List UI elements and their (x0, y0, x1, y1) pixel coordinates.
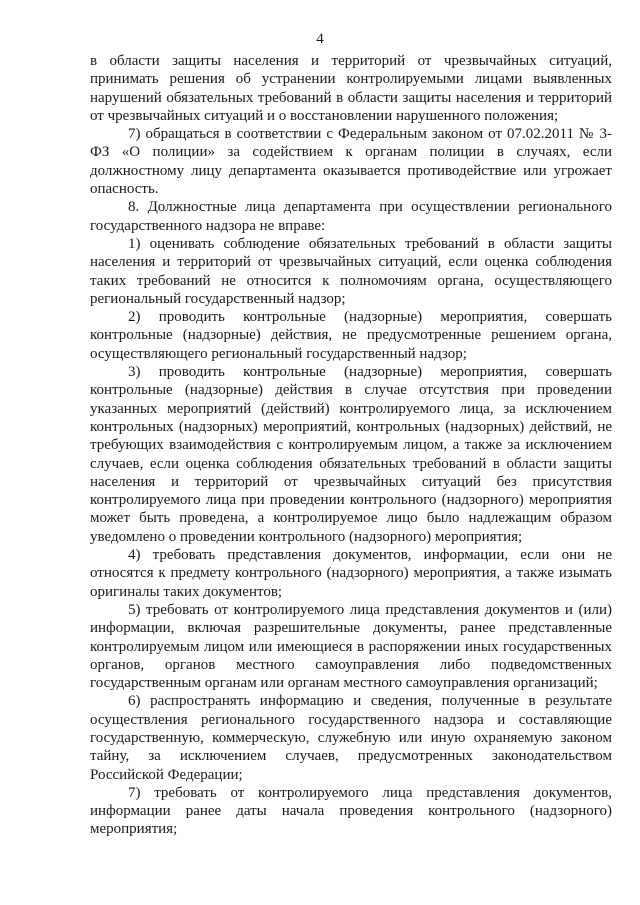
paragraph-section-8: 8. Должностные лица департамента при осуществлении регионального государственного надзора не вправе: (90, 199, 612, 234)
paragraph-item-3: 3) проводить контрольные (надзорные) мероприятия, совершать контрольные (надзорные) действия в случае отсутствия при проведении указанных мероприятий (действий) контролируемого лица, за исключением контрольных (надзорных) мероприятий, контрольных (надзорных) действий, не требующих взаимодействия с контролируемым лицом, а также за исключением случаев, если оценка соблюдения обязательных требований в области защиты населения и территорий от чрезвычайных ситуаций без присутствия контролируемого лица при проведении контрольного (надзорного) мероприятия может быть проведена, а контролируемое лицо было надлежащим образом уведомлено о проведении контрольного (надзорного) мероприятия; (90, 364, 612, 545)
document-body (90, 52, 612, 839)
paragraph-item-6: 6) распространять информацию и сведения, полученные в результате осуществления регионального государственного надзора и составляющие государственную, коммерческую, служебную или иную охраняемую законом тайну, за исключением случаев, предусмотренных законодательством Российской Федерации; (90, 693, 612, 783)
paragraph-item-7-police: 7) обращаться в соответствии с Федеральным законом от 07.02.2011 № 3-ФЗ «О полиции» за содействием к органам полиции в случаях, если должностному лицу департамента оказывается противодействие или угрожает опасность. (90, 126, 612, 198)
paragraph-item-4: 4) требовать представления документов, информации, если они не относятся к предмету контрольного (надзорного) мероприятия, а также изымать оригиналы таких документов; (90, 547, 612, 600)
paragraph-item-5: 5) требовать от контролируемого лица представления документов и (или) информации, включая разрешительные документы, ранее представленные контролируемым лицом или имеющиеся в распоряжении иных государственных органов, органов местного самоуправления либо подведомственных государственным органам или органам местного самоуправления организаций; (90, 601, 612, 692)
paragraph-item-2: 2) проводить контрольные (надзорные) мероприятия, совершать контрольные (надзорные) действия, не предусмотренные решением органа, осуществляющего региональный государственный надзор; (90, 309, 612, 362)
paragraph-continuation: в области защиты населения и территорий от чрезвычайных ситуаций, принимать решения об устранении контролируемыми лицами выявленных нарушений обязательных требований в области защиты населения и территорий от чрезвычайных ситуаций и о восстановлении нарушенного положения; (90, 53, 612, 124)
paragraph-item-1: 1) оценивать соблюдение обязательных требований в области защиты населения и территорий от чрезвычайных ситуаций, если оценка соблюдения таких требований не относится к полномочиям органа, осуществляющего региональный государственный надзор; (90, 235, 612, 307)
paragraph-item-7: 7) требовать от контролируемого лица представления документов, информации ранее даты начала проведения контрольного (надзорного) мероприятия; (90, 784, 612, 838)
page-number: 4 (316, 31, 324, 47)
